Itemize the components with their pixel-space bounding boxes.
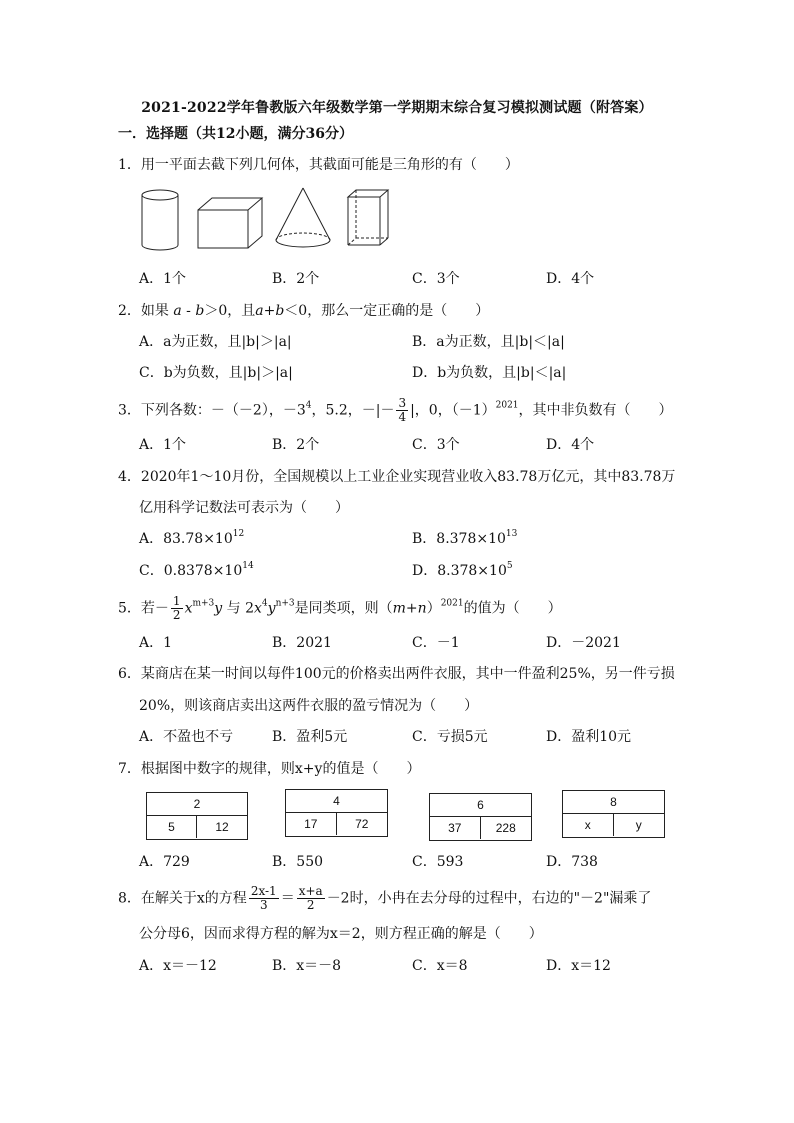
exam-title: 2021-2022学年鲁教版六年级数学第一学期期末综合复习模拟测试题（附答案） (141, 100, 653, 116)
q3-option-b: B．2个 (272, 437, 320, 453)
q3-option-c: C．3个 (412, 437, 460, 453)
q6-option-c: C．亏损5元 (412, 729, 488, 745)
q7-number-box-2: 4 17 72 (285, 789, 388, 837)
q4-stem-line1: 4．2020年1～10月份，全国规模以上工业企业实现营业收入83.78万亿元，其中83.78万 (118, 469, 676, 485)
prism-icon (348, 190, 388, 245)
q1-stem: 1．用一平面去截下列几何体，其截面可能是三角形的有（ ） (118, 157, 519, 173)
q6-stem-line1: 6．某商店在某一时间以每件100元的价格卖出两件衣服，其中一件盈利25%，另一件亏损 (118, 666, 675, 682)
q7-stem: 7．根据图中数字的规律，则x+y的值是（ ） (118, 761, 421, 777)
q4-option-a: A．$83.78\times 10^{12}$ (139, 529, 245, 547)
q7-number-box-1: 2 5 12 (146, 792, 248, 840)
q8-option-b: B．x＝－8 (272, 958, 342, 974)
q8-option-a: A．x＝－12 (139, 958, 217, 974)
q7-number-box-3: 6 37 228 (429, 793, 532, 841)
q5-fraction: $\frac{1}{2}$ (172, 594, 181, 622)
q8-fraction-left: $\frac{2x-1}{3}$ (250, 884, 277, 912)
q1-option-c: C．3个 (412, 271, 460, 287)
q3-option-a: A．1个 (139, 437, 187, 453)
q7-option-c: C．593 (412, 854, 464, 870)
q5-option-b: B．2021 (272, 635, 332, 651)
q8-option-c: C．x＝8 (412, 958, 468, 974)
q2-option-d: D．b为负数，且|b|＜|a| (412, 365, 567, 381)
q3-fraction: $\frac{3}{4}$ (398, 396, 407, 424)
q1-option-a: A．1个 (139, 271, 187, 287)
q5-stem: 5．若－ $\frac{1}{2}$ $x^{m+3}y$ 与 $2x^4y^{n+3}$是同类项，则$(m+n)^{2021}$的值为（ ） (118, 594, 562, 622)
q5-option-c: C．－1 (412, 635, 460, 651)
q1-option-d: D．4个 (546, 271, 595, 287)
cube-icon (198, 198, 262, 248)
q8-option-d: D．x＝12 (546, 958, 611, 974)
q4-option-d: D．$8.378\times 10^5$ (412, 561, 513, 579)
section-heading: 一．选择题（共12小题，满分36分） (118, 126, 353, 142)
q4-option-b: B．$8.378\times 10^{13}$ (412, 529, 518, 547)
q5-option-a: A．1 (139, 635, 173, 651)
q6-stem-line2: 20%，则该商店卖出这两件衣服的盈亏情况为（ ） (139, 698, 479, 714)
q3-option-d: D．4个 (546, 437, 595, 453)
q7-number-box-4: 8 x y (562, 790, 665, 838)
q7-option-d: D．738 (546, 854, 598, 870)
q2-option-c: C．b为负数，且|b|＞|a| (139, 365, 293, 381)
q2-option-b: B．a为正数，且|b|＜|a| (412, 334, 565, 350)
q2-option-a: A．a为正数，且|b|＞|a| (139, 334, 292, 350)
q4-stem-line2: 亿用科学记数法可表示为（ ） (139, 500, 349, 516)
cone-icon (276, 188, 330, 247)
cylinder-icon (142, 190, 178, 250)
q8-stem-line2: 公分母6，因而求得方程的解为x＝2，则方程正确的解是（ ） (139, 926, 543, 942)
q6-option-d: D．盈利10元 (546, 729, 632, 745)
q2-stem: 2．如果 a - b＞0，且a+b＜0，那么一定正确的是（ ） (118, 303, 490, 319)
q6-option-b: B．盈利5元 (272, 729, 348, 745)
q5-option-d: D．－2021 (546, 635, 621, 651)
q4-option-c: C．$0.8378\times 10^{14}$ (139, 561, 254, 579)
q7-option-a: A．729 (139, 854, 190, 870)
q8-stem-line1: 8．在解关于x的方程 $\frac{2x-1}{3}$ ＝ $\frac{x+a}{2}$ －2时，小冉在去分母的过程中，右边的"－2"漏乘了 (118, 884, 652, 912)
q3-stem: 3．下列各数：－（－2），$-3^4$，5.2，－|－ $\frac{3}{4}$ |，0，$(-1)^{2021}$，其中非负数有（ ） (118, 396, 673, 424)
q1-option-b: B．2个 (272, 271, 320, 287)
q8-fraction-right: $\frac{x+a}{2}$ (298, 884, 323, 912)
q6-option-a: A．不盈也不亏 (139, 729, 234, 745)
q1-shapes-figure (130, 185, 400, 255)
q7-option-b: B．550 (272, 854, 324, 870)
